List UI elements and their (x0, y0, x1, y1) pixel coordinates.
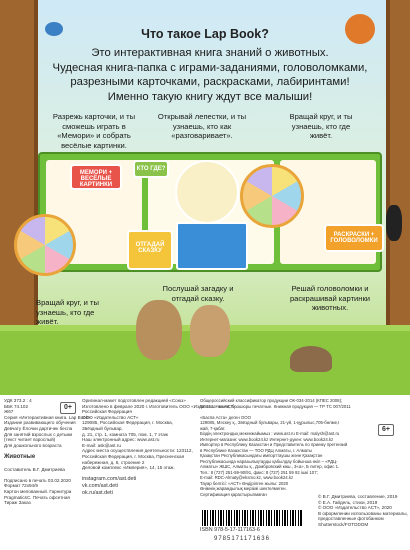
intro-line: Чудесная книга-папка с играми-заданиями, головоломками, (52, 61, 368, 74)
puzzle-card (324, 224, 384, 252)
imprint-line: В оформлении использованы материалы, (318, 510, 408, 516)
social-link-vk[interactable]: vk.com/ast.deti (82, 483, 118, 490)
imprint-column-1 (4, 398, 92, 506)
imprint-line: Адрес места осуществления деятельности: 123112, (82, 448, 193, 454)
barcode (202, 510, 302, 526)
social-link-ok[interactable]: ok.ru/ast.deti (82, 490, 113, 497)
imprint-line: ООО «Издательство АСТ» (82, 414, 139, 420)
imprint-line: 129085, Российская Федерация, г. Москва, (82, 420, 173, 426)
imprint-line: Звёздный бульвар, (82, 425, 123, 431)
imprint-line: Деловой комплекс «Империя», 14, 15 этаж. (82, 465, 175, 471)
imprint-line: E-mail: RDC-Almaty@eksmo.kz, www.book24.kz (200, 475, 294, 480)
imprint-line: Тауар белгісі: «АСТ» Өндірілген жылы: 2020 (200, 480, 289, 486)
barcode-digits: 9785171171636 (214, 536, 270, 542)
imprint-line: Российская Федерация (82, 409, 132, 415)
social-link-instagram[interactable]: instagram.com/ast.deti (82, 476, 137, 483)
imprint-line: Серия «Интерактивная книга. Lap Book». (4, 414, 92, 420)
imprint-line: Наш электронный адрес: www.ast.ru (82, 437, 160, 443)
imprint-line: Ж67 (4, 409, 14, 415)
imprint-line: предоставленные фотобанком (318, 516, 384, 522)
memory-card (70, 164, 122, 190)
imprint-line: Для занятий взрослых с детьми (4, 431, 73, 437)
imprint-line: Сертификация қарастырылмаған (200, 491, 267, 497)
imprint-line: Для дошкольного возраста (4, 442, 62, 448)
caption-tale: Послушай загадку и отгадай сказку. (162, 284, 234, 303)
imprint-line: Тираж Заказ (4, 500, 31, 506)
imprint-line: Интернет-магазин: www.book24.kz Интернет-дүкен: www.book24.kz (200, 436, 334, 442)
imprint-title: Животные (4, 453, 36, 460)
imprint-line: Формат 72х94/9 (4, 483, 38, 489)
imprint-line: Российская Федерация, г. Москва, Пресненская (82, 453, 185, 459)
imprint-line: (текст читает взрослый) (4, 437, 56, 443)
caption-puzzles: Решай головоломки и раскрашивай картинки животных. (289, 284, 371, 313)
imprint-line: Подписано в печать 03.02.2020 (4, 477, 71, 483)
age-rating-badge: 0+ (60, 402, 76, 414)
imprint-line: Shutterstock/FOTODOM (318, 521, 369, 527)
imprint-line: 58.11.1 – книги, брошюры печатные. Книжная продукция — ТР ТС 007/2011 (200, 403, 351, 409)
page-title: Что такое Lap Book? (141, 27, 269, 41)
hedgehog-illustration (290, 346, 332, 372)
imprint-line: Оригинал-макет подготовлен редакцией «Союз» (82, 398, 186, 403)
caption-memory: Разрежь карточки, и ты сможешь играть в «Мемори» и собрать весёлые картинки. (52, 112, 136, 150)
intro-line: разрезными карточками, раскрасками, лабиринтами! (70, 76, 350, 89)
caption-wheel-left: Вращай круг, и ты узнаешь, кто где живёт. (36, 298, 99, 327)
caption-petals: Открывай лепестки, и ты узнаешь, кто как «разговаривает». (157, 112, 247, 141)
imprint-line: © ООО «Издательство АСТ», 2020 (318, 505, 392, 511)
imprint-line: Республикасында наразылықтарды қабылдау бойынша өкіл – «РДЦ- (200, 458, 338, 464)
caption-wheel-right: Вращай круг, и ты узнаешь, кто где живёт. (289, 112, 353, 141)
imprint-line: д. 21, стр. 1, комната 705, пом. 1, 7 этаж (82, 431, 168, 437)
imprint-line: Біздің электрондық мекенжайымыз : www.ast.ru E-mail: malysh@ast.ru (200, 431, 340, 436)
imprint-line: Өнімнің жарамдылық мерзімі шектелмеген. (200, 486, 287, 491)
memory-card-label: МЕМОРИ + ВЕСЁЛЫЕ КАРТИНКИ (79, 170, 113, 188)
bunny-illustration (136, 300, 182, 360)
woodpecker-illustration (386, 205, 402, 241)
bunny-illustration (190, 305, 230, 357)
imprint-line: Алматы» ЖШС, Алматы қ., Домбровский көш., 3«а», Б литер, офис 1. (200, 464, 340, 469)
imprint-line: Изготовлено в феврале 2020 г. Изготовитель ООО «Издательство АСТ». (82, 403, 237, 409)
intro-text (44, 46, 376, 104)
intro-line: Это интерактивная книга знаний о животных. (91, 47, 329, 59)
imprint-line: жай, 7-қабат. (200, 425, 226, 431)
petal-flower (175, 160, 239, 224)
imprint-line: Издание развивающего обучения (4, 420, 76, 426)
tale-card-label: ОТГАДАЙ СКАЗКУ (135, 242, 165, 254)
imprint-line: Картон мелованный. Гарнитура (4, 488, 72, 494)
imprint-line: Импортер в Республику Казахстан и Представитель по приему претензий (200, 442, 348, 447)
imprint-line: Қазақстан Республикасындағы импорттаушы және Қазақстан (200, 453, 323, 458)
imprint-line: 129085, Мәскеу қ., Звёздный бульвары, 21-үй, 1-құрылыс,705-бөлме,I (200, 420, 340, 425)
imprint-line: «Баспа Аста» деген ООО (200, 414, 251, 420)
who-card (133, 160, 169, 178)
rotating-wheel-right (240, 164, 304, 228)
imprint-column-4 (318, 494, 408, 528)
who-card-label: КТО ГДЕ? (136, 166, 166, 172)
imprint-line: Общероссийский классификатор продукции ОК-034-2014 (КПЕС 2008); (200, 398, 343, 403)
imprint-line: © В.Г. Дмитриева, составление, 2019 (318, 494, 398, 499)
imprint-line: в Республике Казахстан — ТОО РДЦ Алматы, г. Алматы (200, 447, 313, 453)
tale-card (127, 230, 173, 270)
imprint-line: PragmaticsC. Печать офсетная (4, 494, 70, 500)
intro-line: Именно такую книгу ждут все малыши! (107, 90, 313, 103)
age-rating-badge-secondary: 6+ (378, 424, 394, 436)
imprint-line: © Е.А. Гайдель, стихи, 2019 (318, 499, 378, 505)
isbn: ISBN 978-5-17-117163-6 (200, 527, 260, 533)
tale-booklet (176, 222, 248, 270)
imprint-line: УДК 373.2 : 4 (4, 398, 32, 403)
rotating-wheel-left (14, 214, 76, 276)
imprint-line: Составитель В.Г. Дмитриева (4, 466, 65, 472)
imprint-line: E-mail: ask@ast.ru (82, 442, 121, 448)
imprint-line: набережная, д. 6, строение 2 (82, 459, 145, 465)
puzzle-card-label: РАСКРАСКИ + ГОЛОВОЛОМКИ (330, 232, 378, 244)
imprint-line: Девчату Ёлочки дартичек бесла (4, 425, 73, 431)
imprint-line: Тел.: 8 (727) 251-59-90/91, факс: 8 (727) 251 59 92 ішкі 107; (200, 469, 318, 475)
imprint-column-3 (200, 398, 351, 497)
imprint-line: ББК 74.102 (4, 403, 29, 409)
